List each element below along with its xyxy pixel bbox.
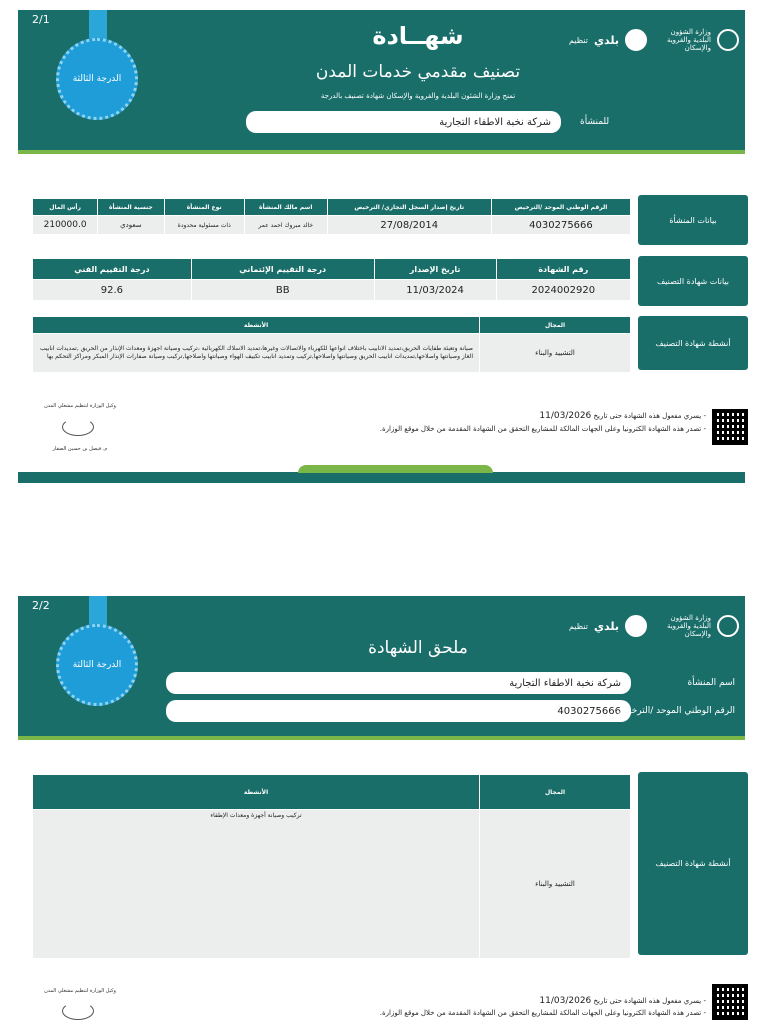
signature-mark-icon [62,1002,94,1020]
establishment-name-field: شركة نخبة الاطفاء التجارية [246,111,561,133]
balady-logo-text: بلدي [593,619,619,633]
type-value: ذات مسئولية محدودة [164,216,244,235]
ministry-emblem-icon [717,29,739,51]
appendix-id-label: الرقم الوطني الموحد /الترخيص [618,706,735,716]
page2-header [18,596,745,736]
activities-table [32,316,631,373]
badge-ribbon [89,10,107,40]
badge-ribbon [89,596,107,626]
col-national-id: الرقم الوطني الموحد /الترخيص [491,199,630,216]
col-activities: الأنشطة [33,317,480,334]
activities-value: صيانة وتعبئة طفايات الحريق،تمديد الانابيب باختلاف انواعها للكهرباء والاتصالات وغيرها،تمديد الاسلاك الكهربائية ،تركيب وصيانة اجهزة ومعدات الإنذار من الحريق ,تمديدات انابيب الغاز وصيانتها واصلاحها,تمديدات انابيب الحريق وصيانتها واصلاحها,تركيب وتمديد انابيب تكييف الهواء وصيانتها واصلاحها,تركيب وصيانة صفارات الإنذار المبكر ومراكز التحكم بها [33,334,480,373]
national-id-value: 4030275666 [491,216,630,235]
validity-date: 11/03/2026 [539,411,592,421]
page-number: 2/2 [32,599,50,612]
field-value: التشييد والبناء [480,334,631,373]
appendix-name-field: شركة نخبة الاطفاء التجارية [166,672,631,694]
col-cert-number: رقم الشهادة [496,259,630,280]
grade-badge-label: الدرجة الثالثة [72,660,122,670]
signature-title: وكيل الوزارة لتنظيم مشغلي المدن [44,988,116,994]
cert-number-value: 2024002920 [496,280,630,301]
verification-note: - تصدر هذه الشهادة الكترونيا وعلى الجهات المالكة للمشاريع التحقق من الشهادة المقدمة من خلال موقع الوزارة. [379,1009,706,1017]
capital-value: 210000.0 [33,216,98,235]
qr-code-icon [712,409,748,445]
certificate-table [32,258,631,301]
col-owner: اسم مالك المنشأة [244,199,327,216]
col-type: نوع المنشأة [164,199,244,216]
col-credit-score: درجة التقييم الإئتماني [191,259,374,280]
verification-note: - تصدر هذه الشهادة الكترونيا وعلى الجهات المالكة للمشاريع التحقق من الشهادة المقدمة من خلال موقع الوزارة. [379,425,706,433]
col-activities: الأنشطة [33,775,480,810]
col-capital: رأس المال [33,199,98,216]
appendix-side-label: أنشطة شهادة التصنيف [638,772,748,955]
appendix-id-field: 4030275666 [166,700,631,722]
owner-value: خالد مبروك احمد عمر [244,216,327,235]
balady-logo-text: بلدي [593,33,619,47]
activities-side-label: أنشطة شهادة التصنيف [638,316,748,370]
header-stripe [18,150,745,154]
tanzeem-logo-text: تنظيم [568,621,588,631]
appendix-title: ملحق الشهادة [368,638,468,658]
appendix-activities-value: تركيب وصيانة أجهزة ومعدات الإطفاء [33,810,480,959]
page-number: 2/1 [32,13,50,26]
facility-table [32,198,631,235]
col-nationality: جنسية المنشأة [98,199,164,216]
certificate-subtitle: تصنيف مقدمي خدمات المدن [315,62,521,82]
appendix-name-label: اسم المنشأة [687,678,735,688]
logos [569,614,739,638]
grade-badge-label: الدرجة الثالثة [72,74,122,84]
tech-score-value: 92.6 [33,280,192,301]
appendix-field-value: التشييد والبناء [480,810,631,959]
establishment-label: للمنشأة [580,117,610,127]
certificate-note: تمنح وزارة الشئون البلدية والقروية والإسكان شهادة تصنيف بالدرجة [320,92,516,100]
logos [569,28,739,52]
col-tech-score: درجة التقييم الفني [33,259,192,280]
col-issue-date: تاريخ الإصدار [374,259,496,280]
page1-bottom-accent [298,465,493,473]
col-field: المجال [480,775,631,810]
page1-bottom-bar [18,472,745,483]
signature-name: م. فيصل بن حسين الصقار [52,446,108,452]
col-field: المجال [480,317,631,334]
grade-badge [56,38,138,120]
page1-header [18,10,745,150]
signature-title: وكيل الوزارة لتنظيم مشغلي المدن [44,403,116,409]
qr-code-icon [712,984,748,1020]
appendix-activities-table [32,774,631,959]
grade-badge [56,624,138,706]
signature-mark-icon [62,418,94,436]
col-cr-date: تاريخ إصدار السجل التجاري/ الترخيص [327,199,491,216]
validity-prefix: - يسري مفعول هذه الشهادة حتى تاريخ [593,997,706,1005]
header-stripe [18,736,745,740]
validity-date: 11/03/2026 [539,996,592,1006]
balady-emblem-icon [625,29,647,51]
validity-line [539,996,706,1006]
issue-date-value: 11/03/2024 [374,280,496,301]
validity-line [539,411,706,421]
ministry-logo-text: وزارة الشؤون البلدية والقروية والإسكان [666,614,711,638]
certificate-title: شهــادة [372,22,464,50]
certificate-side-label: بيانات شهادة التصنيف [638,256,748,306]
credit-score-value: BB [191,280,374,301]
facility-side-label: بيانات المنشأة [638,195,748,245]
cr-date-value: 27/08/2014 [327,216,491,235]
ministry-logo-text: وزارة الشؤون البلدية والقروية والإسكان [666,28,711,52]
balady-emblem-icon [625,615,647,637]
ministry-emblem-icon [717,615,739,637]
tanzeem-logo-text: تنظيم [568,35,588,45]
validity-prefix: - يسري مفعول هذه الشهادة حتى تاريخ [593,412,706,420]
nationality-value: سعودي [98,216,164,235]
